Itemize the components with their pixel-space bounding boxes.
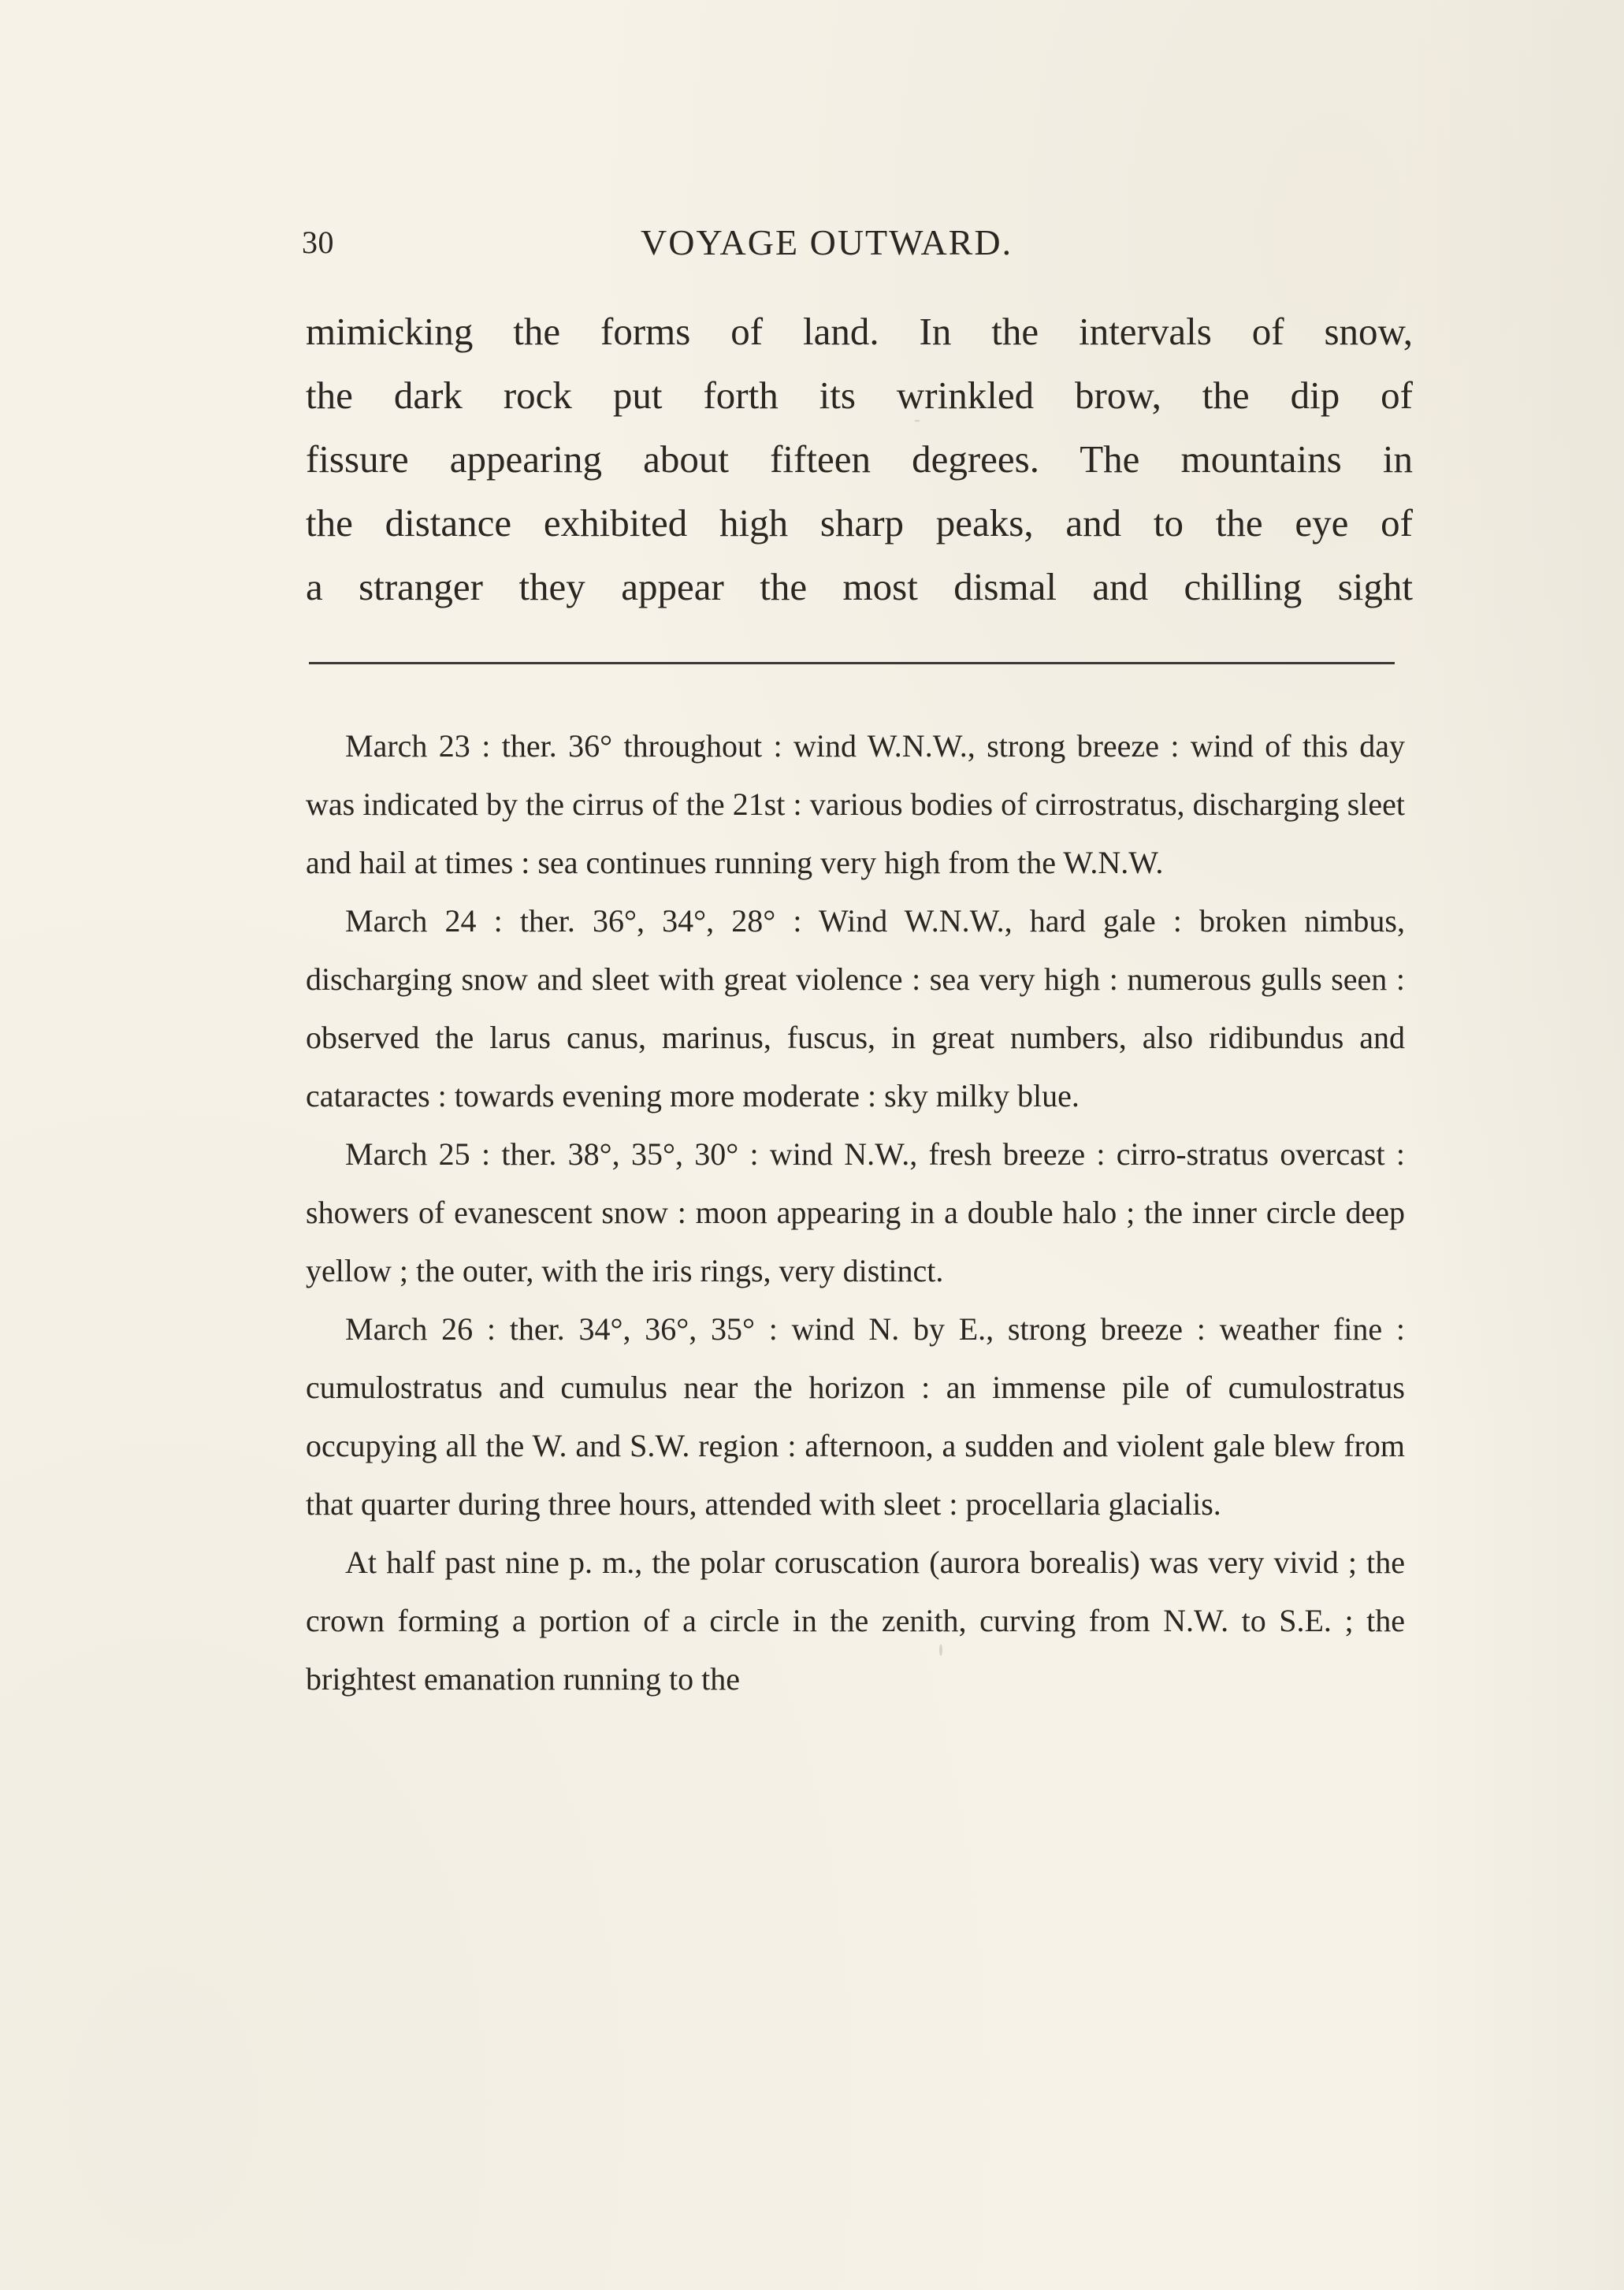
page-header xyxy=(302,219,1397,266)
main-body-text xyxy=(306,299,1413,619)
note-aurora: At half past nine p. m., the polar coruscation (aurora borealis) was very vivid ; the crown forming a portion of a circle in the zenith, curving from N.W. to S.E. ; the brightest emanation running to the xyxy=(306,1545,1405,1697)
note-march-23: March 23 : ther. 36° throughout : wind W.N.W., strong breeze : wind of this day was indicated by the cirrus of the 21st : various bodies of cirrostratus, discharging sleet and hail at times : sea continues running very high from the W.N.W. xyxy=(306,728,1405,880)
running-head: VOYAGE OUTWARD. xyxy=(641,222,1013,262)
paper-speck xyxy=(914,420,920,422)
note-march-24: March 24 : ther. 36°, 34°, 28° : Wind W.N.W., hard gale : broken nimbus, discharging snow and sleet with great violence : sea very high : numerous gulls seen : observed the larus canus, marinus, fuscus, in great numbers, also ridibundus and cataractes : towards evening more moderate : sky milky blue. xyxy=(306,903,1405,1113)
paper-speck xyxy=(939,1645,942,1656)
note-march-26: March 26 : ther. 34°, 36°, 35° : wind N. by E., strong breeze : weather fine : cumulostratus and cumulus near the horizon : an immense pile of cumulostratus occupying all the W. and S.W. region : afternoon, a sudden and violent gale blew from that quarter during three hours, attended with sleet : procellaria glacialis. xyxy=(306,1311,1405,1522)
body-line: the distance exhibited high sharp peaks, and to the eye of xyxy=(306,501,1413,545)
page-number: 30 xyxy=(302,225,334,260)
weather-notes xyxy=(306,717,1405,1708)
note-march-25: March 25 : ther. 38°, 35°, 30° : wind N.W., fresh breeze : cirro-stratus overcast : showers of evanescent snow : moon appearing in a double halo ; the inner circle deep yellow ; the outer, with the iris rings, very distinct. xyxy=(306,1136,1405,1288)
section-divider xyxy=(309,662,1395,664)
body-line: the dark rock put forth its wrinkled brow, the dip of xyxy=(306,374,1413,417)
body-line: a stranger they appear the most dismal and chilling sight xyxy=(306,565,1413,608)
body-line: fissure appearing about fifteen degrees. The mountains in xyxy=(306,437,1413,481)
body-line: mimicking the forms of land. In the intervals of snow, xyxy=(306,310,1413,353)
